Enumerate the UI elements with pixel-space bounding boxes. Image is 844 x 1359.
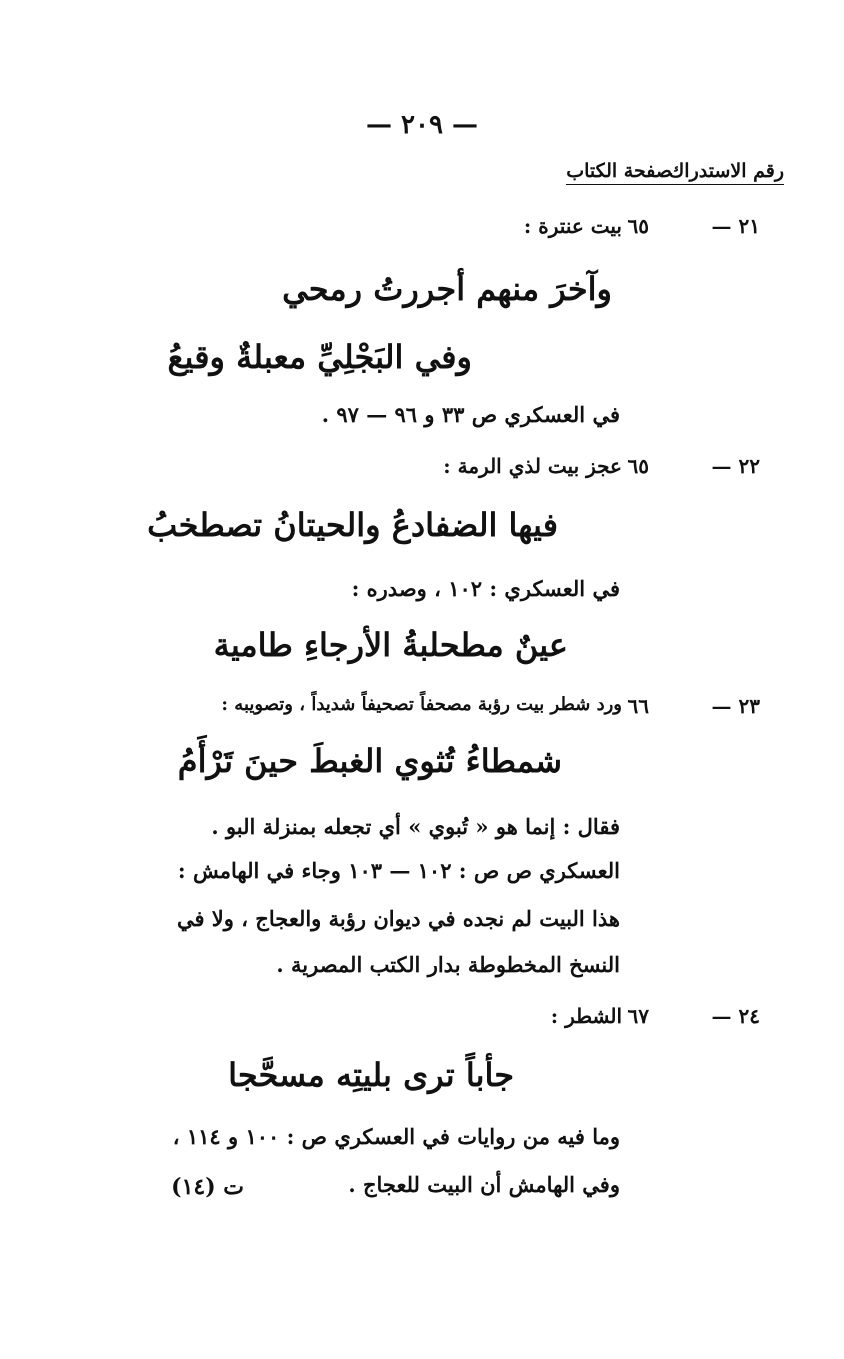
entry-24-note-2: وفي الهامش أن البيت للعجاج . <box>348 1172 620 1197</box>
footer-marker: ت (١٤) <box>171 1174 244 1200</box>
entry-23-verse-1: شمطاءُ تُثوي الغبطَ حينَ تَرْأَمُ <box>177 742 562 780</box>
entry-22-heading: عجز بيت لذي الرمة : <box>443 454 622 478</box>
entry-24-note-1: وما فيه من روايات في العسكري ص : ١٠٠ و ١١٤ ، <box>172 1124 620 1149</box>
entry-22-note: في العسكري : ١٠٢ ، وصدره : <box>351 576 620 601</box>
entry-22-verse-2: عينٌ مطحلبةُ الأرجاءِ طامية <box>213 626 568 664</box>
entry-24-verse-1: جأباً ترى بليتِه مسحَّجا <box>228 1056 514 1094</box>
entry-24-heading: الشطر : <box>550 1004 622 1028</box>
entry-23-note-3: هذا البيت لم نجده في ديوان رؤبة والعجاج ، ولا في <box>176 906 620 931</box>
entry-21-note: في العسكري ص ٣٣ و ٩٦ — ٩٧ . <box>321 402 620 427</box>
header-page-column: صفحة الكتاب <box>566 160 672 182</box>
header-number-column: رقم الاستدراك <box>669 160 784 182</box>
entry-24-page: ٦٧ <box>627 1004 649 1028</box>
entry-24-number: ٢٤ — <box>711 1004 760 1028</box>
entry-23-note-1: فقال : إنما هو « تُبوي » أي تجعله بمنزلة البو . <box>211 814 620 839</box>
entry-23-note-2: العسكري ص ص : ١٠٢ — ١٠٣ وجاء في الهامش : <box>177 858 620 883</box>
entry-23-heading: ورد شطر بيت رؤبة مصحفاً تصحيفاً شديداً ، وتصويبه : <box>221 694 622 715</box>
entry-23-number: ٢٣ — <box>711 694 760 718</box>
entry-21-verse-2: وفي البَجْلِيِّ معبلةٌ وقيعُ <box>167 338 472 376</box>
page-number: — ٢٠٩ — <box>365 110 479 140</box>
entry-21-number: ٢١ — <box>711 214 760 238</box>
entry-22-number: ٢٢ — <box>711 454 760 478</box>
entry-23-note-4: النسخ المخطوطة بدار الكتب المصرية . <box>276 952 620 977</box>
entry-21-heading: بيت عنترة : <box>523 214 622 238</box>
entry-22-page: ٦٥ <box>627 454 649 478</box>
entry-22-verse-1: فيها الضفادعُ والحيتانُ تصطخبُ <box>147 506 558 544</box>
entry-21-page: ٦٥ <box>627 214 649 238</box>
entry-21-verse-1: وآخرَ منهم أجررتُ رمحي <box>282 270 612 308</box>
entry-23-page: ٦٦ <box>627 694 649 718</box>
